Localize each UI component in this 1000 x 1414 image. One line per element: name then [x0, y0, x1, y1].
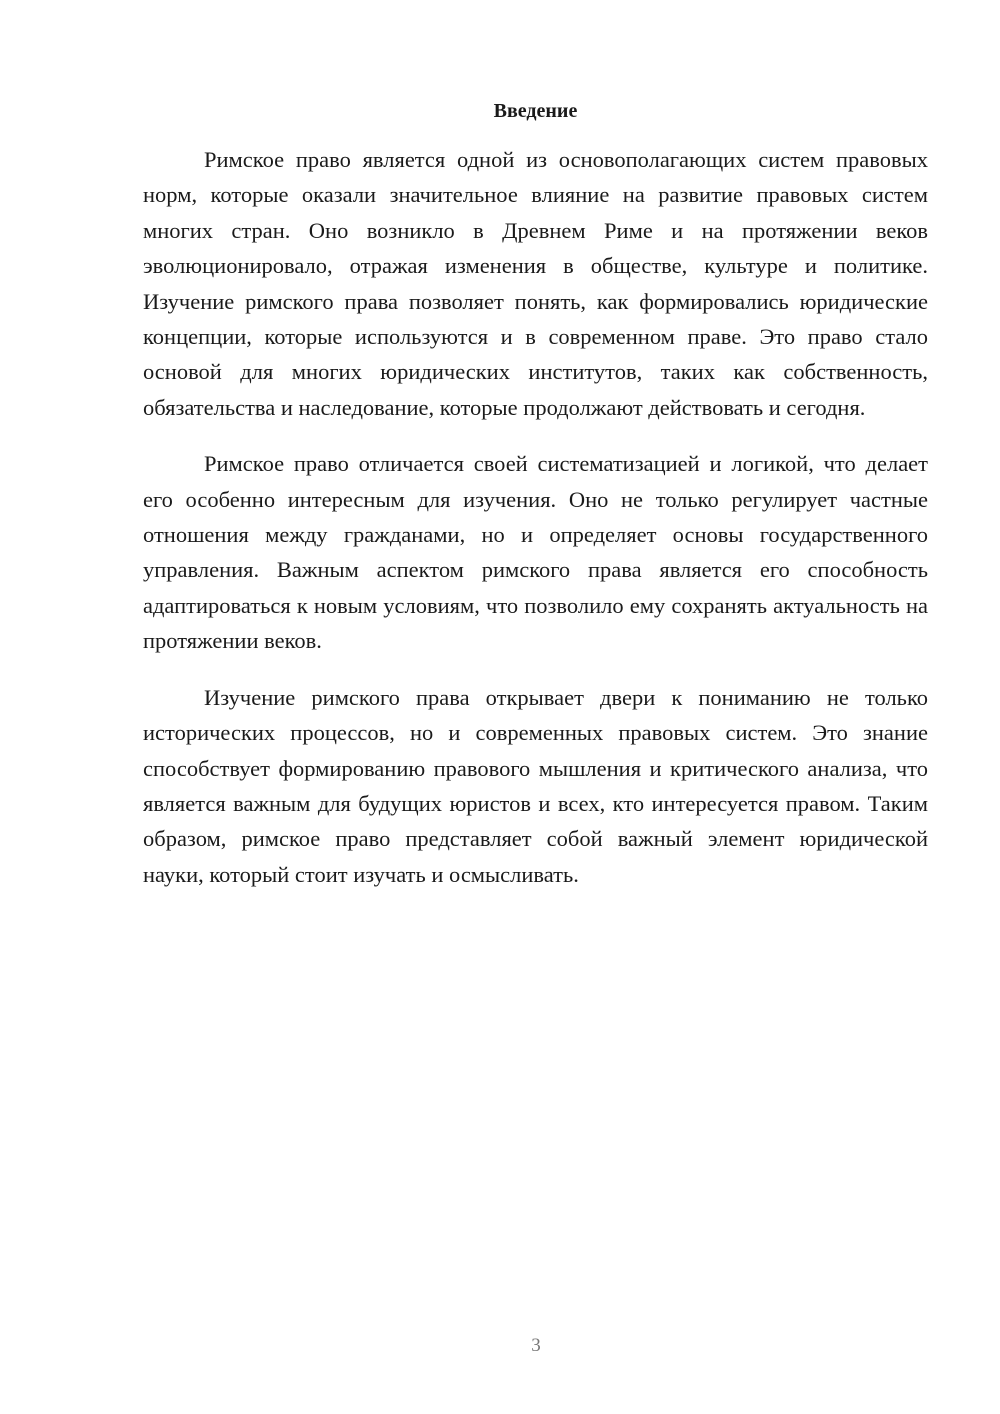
paragraph-3: Изучение римского права открывает двери к пониманию не только исторических процессов, но и современных правовых систем. Это знание способствует формированию правового мышления и критического анализа, что является важным для будущих юристов и всех, кто интересуется правом. Таким образом, римское право представляет собой важный элемент юридической науки, который стоит изучать и осмысливать. — [143, 684, 928, 887]
body-text — [143, 142, 928, 892]
paragraph-1: Римское право является одной из основополагающих систем правовых норм, которые оказали значительное влияние на развитие правовых систем многих стран. Оно возникло в Древнем Риме и на протяжении веков эволюционировало, отражая изменения в обществе, культуре и политике. Изучение римского права позволяет понять, как формировались юридические концепции, которые используются и в современном праве. Это право стало основой для многих юридических институтов, таких как собственность, обязательства и наследование, которые продолжают действовать и сегодня. — [143, 147, 928, 420]
section-heading: Введение — [493, 100, 578, 122]
page-number: 3 — [531, 1335, 541, 1356]
paragraph-2: Римское право отличается своей систематизацией и логикой, что делает его особенно интересным для изучения. Оно не только регулирует частные отношения между гражданами, но и определяет основы государственного управления. Важным аспектом римского права является его способность адаптироваться к новым условиям, что позволило ему сохранять актуальность на протяжении веков. — [143, 451, 928, 654]
